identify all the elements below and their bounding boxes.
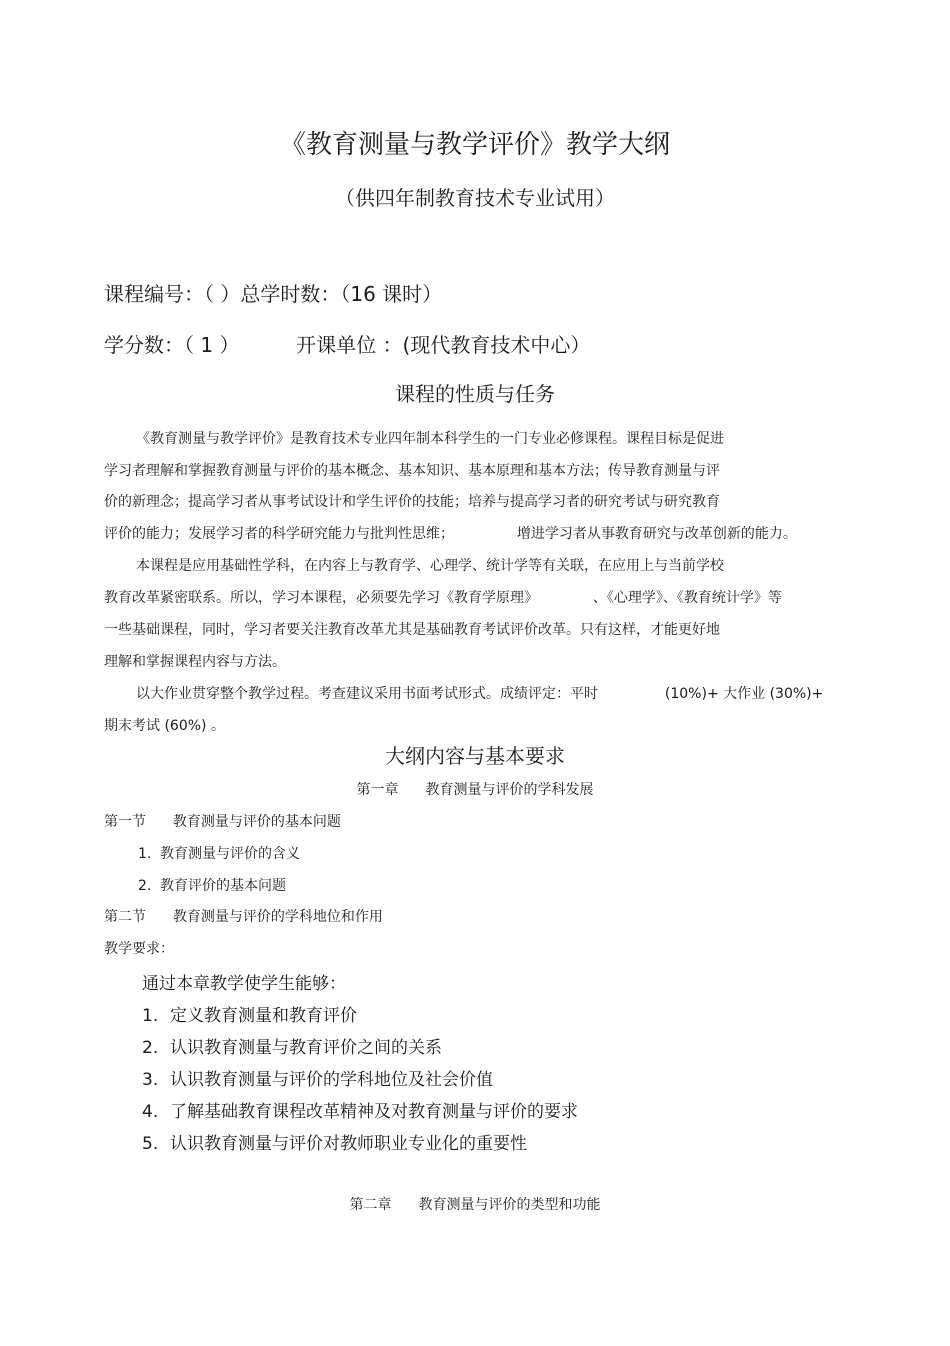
requirement-item-3 bbox=[142, 1065, 493, 1090]
course-code-line: 课程编号：（ ）总学时数：（16 课时） bbox=[104, 282, 443, 306]
item-text: 认识教育测量与评价的学科地位及社会价值 bbox=[170, 1070, 493, 1090]
para2-line4: 理解和掌握课程内容与方法。 bbox=[104, 654, 286, 670]
item-number: 1. bbox=[142, 1006, 159, 1026]
para1-line3: 价的新理念；提高学习者从事考试设计和学生评价的技能；培养与提高学习者的研究考试与研究教育 bbox=[104, 494, 720, 510]
chapter1-label: 第一章 bbox=[356, 782, 399, 798]
item-text: 认识教育测量与评价对教师职业专业化的重要性 bbox=[170, 1134, 527, 1154]
para3-line1 bbox=[136, 683, 823, 703]
section1-label: 第一节 bbox=[104, 814, 146, 830]
section1-title: 教育测量与评价的基本问题 bbox=[172, 814, 341, 830]
para2-line3: 一些基础课程，同时，学习者要关注教育改革尤其是基础教育考试评价改革。只有这样，才能更好地 bbox=[104, 622, 720, 638]
item-number: 1. bbox=[138, 846, 152, 862]
para3-line1-a: 以大作业贯穿整个教学过程。考查建议采用书面考试形式。成绩评定：平时 bbox=[136, 686, 598, 702]
item-text: 定义教育测量和教育评价 bbox=[170, 1006, 357, 1026]
para2-line1: 本课程是应用基础性学科，在内容上与教育学、心理学、统计学等有关联，在应用上与当前学校 bbox=[136, 558, 724, 574]
item-text: 教育评价的基本问题 bbox=[160, 878, 286, 894]
section2-title: 教育测量与评价的学科地位和作用 bbox=[172, 909, 383, 925]
section-heading-nature: 课程的性质与任务 bbox=[395, 382, 555, 406]
document-subtitle: （供四年制教育技术专业试用） bbox=[335, 186, 615, 210]
requirement-item-2 bbox=[142, 1033, 442, 1058]
para3-line1-b: (10%)+ 大作业 (30%)+ bbox=[664, 686, 824, 702]
section2-label: 第二节 bbox=[104, 909, 146, 925]
requirements-intro: 通过本章教学使学生能够： bbox=[142, 974, 346, 994]
chapter1-heading bbox=[0, 779, 950, 799]
chapter1-section1 bbox=[104, 811, 341, 831]
item-number: 2. bbox=[142, 1038, 159, 1058]
para2-line2-b: 、《心理学》、《教育统计学》等 bbox=[592, 590, 782, 606]
item-text: 教育测量与评价的含义 bbox=[160, 846, 300, 862]
para1-line4-a: 评价的能力；发展学习者的科学研究能力与批判性思维； bbox=[104, 526, 454, 542]
para1-line2: 学习者理解和掌握教育测量与评价的基本概念、基本知识、基本原理和基本方法；传导教育测量与评 bbox=[104, 463, 720, 479]
para1-line4 bbox=[104, 523, 797, 543]
credits-text: 学分数：（ 1 ） bbox=[104, 333, 240, 357]
credits-line bbox=[104, 329, 590, 358]
chapter1-title: 教育测量与评价的学科发展 bbox=[425, 782, 594, 798]
chapter2-label: 第二章 bbox=[349, 1197, 392, 1213]
document-title: 《教育测量与教学评价》教学大纲 bbox=[279, 130, 670, 160]
para1-line1: 《教育测量与教学评价》是教育技术专业四年制本科学生的一门专业必修课程。课程目标是促进 bbox=[136, 431, 724, 447]
section-heading-outline: 大纲内容与基本要求 bbox=[385, 744, 565, 768]
item-text: 认识教育测量与教育评价之间的关系 bbox=[170, 1038, 442, 1058]
requirement-item-1 bbox=[142, 1001, 357, 1026]
teaching-requirements-label: 教学要求： bbox=[104, 941, 174, 957]
para3-line2: 期末考试 (60%) 。 bbox=[104, 718, 225, 734]
item-number: 5. bbox=[142, 1134, 159, 1154]
item-number: 2. bbox=[138, 878, 152, 894]
item-number: 4. bbox=[142, 1102, 159, 1122]
department-text: 开课单位 ：(现代教育技术中心） bbox=[296, 333, 591, 357]
para1-line4-b: 增进学习者从事教育研究与改革创新的能力。 bbox=[516, 526, 797, 542]
chapter2-heading bbox=[0, 1194, 950, 1214]
para2-line2-a: 教育改革紧密联系。所以，学习本课程，必须要先学习《教育学原理》 bbox=[104, 590, 538, 606]
chapter1-section2 bbox=[104, 906, 383, 926]
para2-line2 bbox=[104, 587, 782, 607]
requirement-item-5 bbox=[142, 1129, 527, 1154]
item-number: 3. bbox=[142, 1070, 159, 1090]
section1-item-2 bbox=[138, 875, 286, 895]
item-text: 了解基础教育课程改革精神及对教育测量与评价的要求 bbox=[170, 1102, 578, 1122]
section1-item-1 bbox=[138, 843, 300, 863]
requirement-item-4 bbox=[142, 1097, 578, 1122]
chapter2-title: 教育测量与评价的类型和功能 bbox=[418, 1197, 601, 1213]
